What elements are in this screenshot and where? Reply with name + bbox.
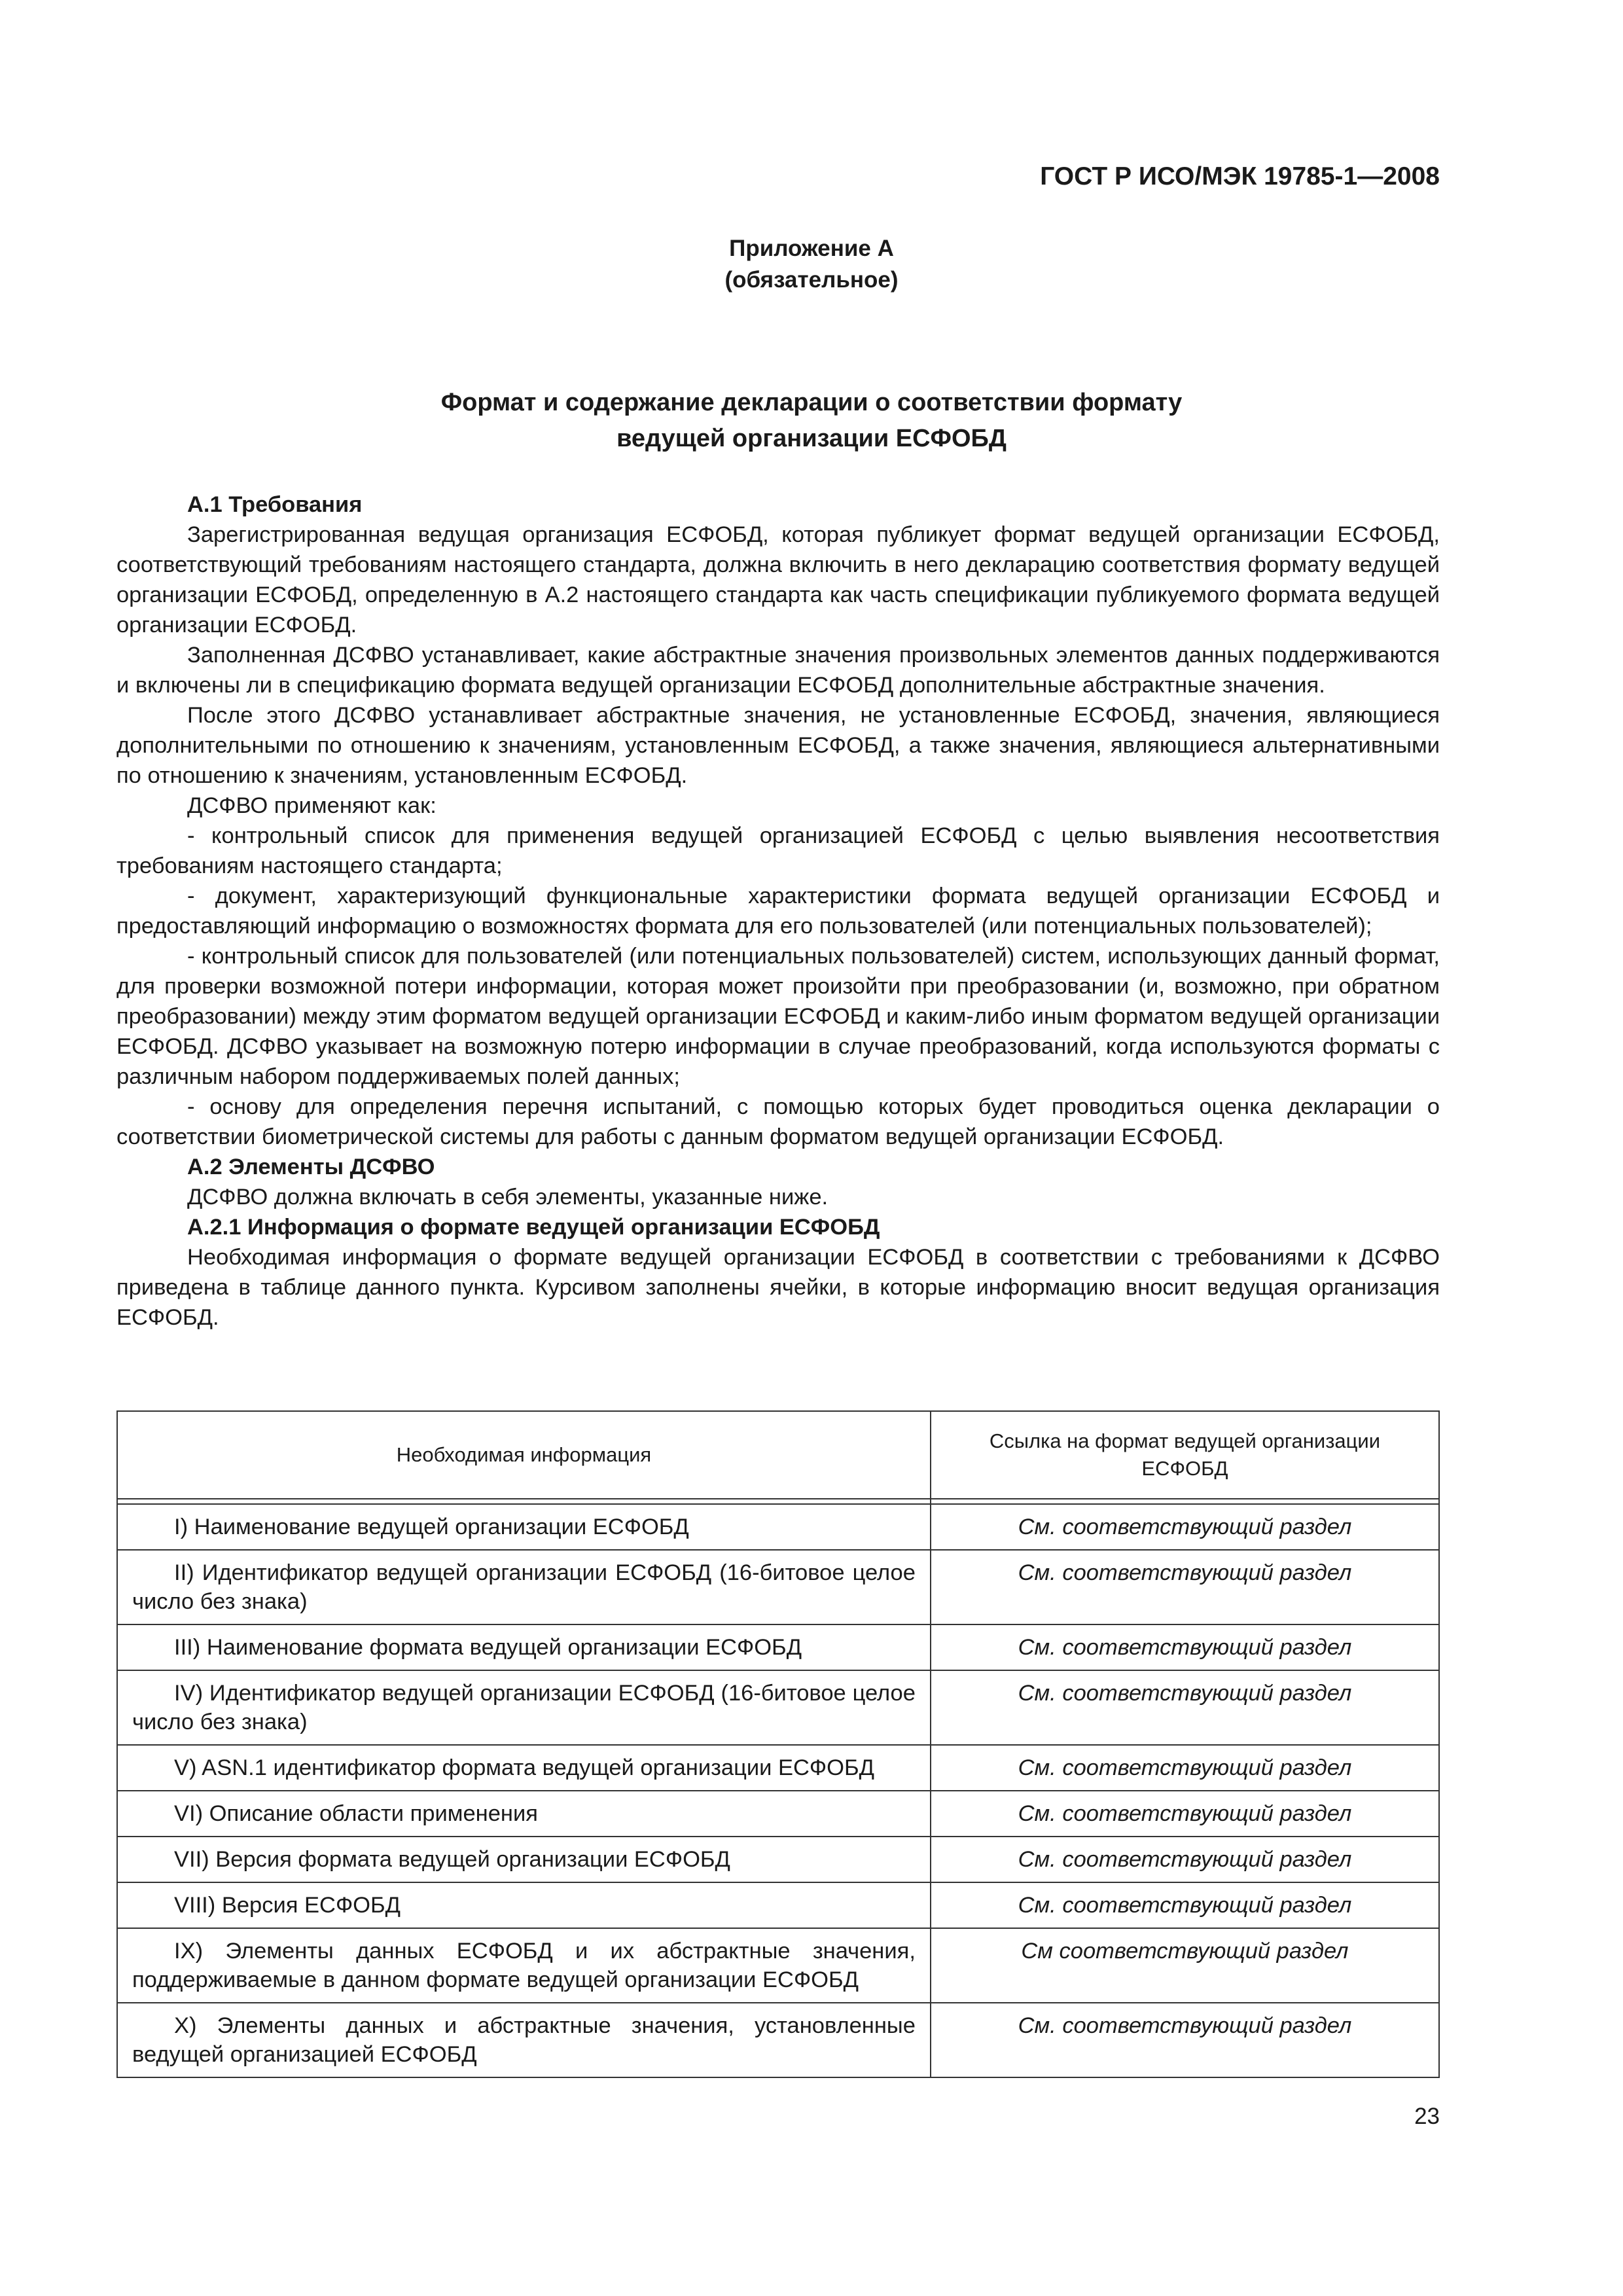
paragraph: Зарегистрированная ведущая организация ЕСФОБД, которая публикует формат ведущей организации ЕСФОБД, соответствующий требованиям настоящего стандарта, должна включить в него декларацию соответствия формату ведущей организации ЕСФОБД, определенную в А.2 настоящего стандарта как часть спецификации публикуемого формата ведущей организации ЕСФОБД. [116, 522, 1440, 637]
list-item: - документ, характеризующий функциональные характеристики формата ведущей организации ЕСФОБД и предоставляющий информацию о возможностях формата для его пользователей (или потенциальных пользователей); [116, 884, 1440, 939]
table-cell-info: V) ASN.1 идентификатор формата ведущей организации ЕСФОБД [174, 1755, 874, 1780]
list-item: - контрольный список для пользователей (или потенциальных пользователей) систем, использующих данный формат, для проверки возможной потери информации, которая может произойти при преобразовании (и, возможно, при обратном преобразовании) между этим форматом ведущей организации ЕСФОБД и каким-либо иным форматом ведущей организации ЕСФОБД. ДСФВО указывает на возможную потерю информации в случае преобразований, когда используются форматы с различным набором поддерживаемых полей данных; [116, 944, 1440, 1089]
table-cell-info: III) Наименование формата ведущей организации ЕСФОБД [174, 1635, 802, 1660]
paragraph: Заполненная ДСФВО устанавливает, какие абстрактные значения произвольных элементов данных поддерживаются и включены ли в спецификацию формата ведущей организации ЕСФОБД дополнительные абстрактные значения. [116, 643, 1440, 698]
table-cell-ref: См. соответствующий раздел [931, 2003, 1439, 2077]
annex-status: (обязательное) [724, 267, 899, 293]
table-cell-info: IV) Идентификатор ведущей организации ЕСФОБД (16-битовое целое число без знака) [132, 1681, 916, 1734]
list-item: - контрольный список для применения ведущей организацией ЕСФОБД с целью выявления несоответствия требованиям настоящего стандарта; [116, 823, 1440, 878]
paragraph: Необходимая информация о формате ведущей организации ЕСФОБД в соответствии с требованиями к ДСФВО приведена в таблице данного пункта. Курсивом заполнены ячейки, в которые информацию вносит ведущая организация ЕСФОБД. [116, 1245, 1440, 1330]
table-cell-ref: См. соответствующий раздел [931, 1624, 1439, 1670]
table-row [117, 1745, 1439, 1791]
table-cell-info: VIII) Версия ЕСФОБД [174, 1893, 401, 1918]
table-row [117, 2003, 1439, 2077]
paragraph: ДСФВО применяют как: [187, 793, 437, 818]
table-cell-ref: См. соответствующий раздел [931, 1791, 1439, 1837]
document-code-header: ГОСТ Р ИСО/МЭК 19785-1—2008 [1040, 162, 1440, 190]
table-cell-ref: См. соответствующий раздел [931, 1882, 1439, 1928]
annex-title: Приложение А [729, 236, 894, 261]
table-cell-info: VI) Описание области применения [174, 1801, 538, 1826]
table-row [117, 1624, 1439, 1670]
table-cell-ref: См. соответствующий раздел [931, 1504, 1439, 1550]
table-cell-info: VII) Версия формата ведущей организации ЕСФОБД [174, 1847, 730, 1872]
section-a1-heading: А.1 Требования [187, 492, 363, 517]
table-cell-ref: См. соответствующий раздел [931, 1550, 1439, 1624]
paragraph: После этого ДСФВО устанавливает абстрактные значения, не установленные ЕСФОБД, значения, являющиеся дополнительными по отношению к значениям, установленным ЕСФОБД, а также значения, являющиеся альтернативными по отношению к значениям, установленным ЕСФОБД. [116, 703, 1440, 788]
main-title-line-2: ведущей организации ЕСФОБД [616, 425, 1007, 452]
section-a21-heading: А.2.1 Информация о формате ведущей организации ЕСФОБД [187, 1215, 880, 1240]
column-header-required-info: Необходимая информация [117, 1411, 931, 1499]
table-cell-info: X) Элементы данных и абстрактные значения, установленные ведущей организацией ЕСФОБД [132, 2013, 916, 2067]
table-cell-ref: См соответствующий раздел [931, 1928, 1439, 2003]
table-cell-info: IX) Элементы данных ЕСФОБД и их абстрактные значения, поддерживаемые в данном формате ведущей организации ЕСФОБД [132, 1939, 916, 1992]
table-cell-info: II) Идентификатор ведущей организации ЕСФОБД (16-битовое целое число без знака) [132, 1560, 916, 1614]
annex-main-title [0, 385, 1623, 457]
annex-heading [0, 233, 1623, 296]
table-row [117, 1791, 1439, 1837]
header-separator [117, 1499, 1439, 1504]
paragraph: ДСФВО должна включать в себя элементы, указанные ниже. [187, 1185, 829, 1210]
table-cell-ref: См. соответствующий раздел [931, 1837, 1439, 1882]
table-row [117, 1550, 1439, 1624]
table-cell-info: I) Наименование ведущей организации ЕСФОБД [174, 1515, 689, 1539]
column-header-format-reference: Ссылка на формат ведущей организации ЕСФОБД [931, 1411, 1439, 1499]
table-row [117, 1928, 1439, 2003]
table-row [117, 1670, 1439, 1745]
table-cell-ref: См. соответствующий раздел [931, 1670, 1439, 1745]
body-text [116, 490, 1440, 1333]
section-a2-heading: А.2 Элементы ДСФВО [187, 1155, 435, 1179]
table-row [117, 1504, 1439, 1550]
table-row [117, 1882, 1439, 1928]
main-title-line-1: Формат и содержание декларации о соответствии формату [440, 389, 1183, 416]
required-info-table [116, 1410, 1440, 2078]
page-number: 23 [1414, 2104, 1440, 2129]
list-item: - основу для определения перечня испытаний, с помощью которых будет проводиться оценка декларации о соответствии биометрической системы для работы с данным форматом ведущей организации ЕСФОБД. [116, 1094, 1440, 1149]
table-header-row [117, 1411, 1439, 1499]
table-cell-ref: См. соответствующий раздел [931, 1745, 1439, 1791]
table-row [117, 1837, 1439, 1882]
